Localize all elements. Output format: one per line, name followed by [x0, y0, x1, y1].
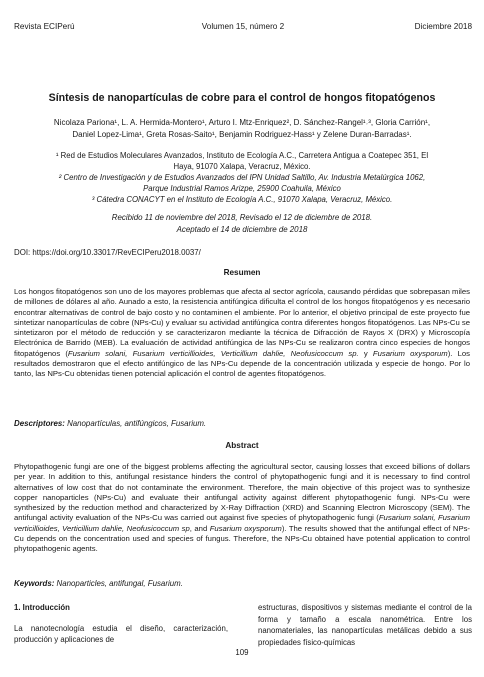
keywords-value: Nanoparticles, antifungal, Fusarium. — [54, 579, 183, 588]
intro-left-text: La nanotecnología estudia el diseño, caracterización, producción y aplicaciones de — [14, 623, 228, 644]
abstract-heading: Abstract — [225, 441, 259, 450]
author-list — [16, 117, 468, 141]
journal-volume: Volumen 15, número 2 — [201, 22, 285, 31]
abstract-body — [14, 462, 470, 555]
author-line: Daniel Lopez-Lima¹, Greta Rosas-Saito¹, Benjamin Rodriguez-Hass¹ y Zelene Duran-Barradas¹. — [72, 130, 412, 139]
abstract-species-last: Fusarium oxysporum — [209, 523, 282, 533]
paper-title: Síntesis de nanopartículas de cobre para el control de hongos fitopatógenos — [48, 92, 436, 104]
accepted-date: Aceptado el 14 de diciembre de 2018 — [176, 224, 308, 234]
keywords — [14, 579, 470, 588]
resumen-species-last: Fusarium oxysporum — [372, 348, 448, 358]
abstract-text-end: ). The results showed that the antifungal effect of NPs-Cu depends on the concentration used and species of fungus. Therefore, the NPs-Cu obtained have potential application to control phytopathogenic agents. — [14, 523, 470, 554]
resumen-text: Los hongos fitopatógenos son uno de los mayores problemas que afecta al sector agrícola, causando pérdidas que sobrepasan miles de millones de dólares al año. Aunado a esto, la resistencia antifúngica dificulta el control de los hongos fitopatógenos y es necesario encontrar alternativas de control de bajo costo y no contaminen el ambiente. Por lo anterior, el objetivo principal de este proyecto fue sintetizar nanopartículas de cobre (NPs-Cu) y evaluar su actividad antifúngica contra diferentes hongos fitopatógenos. Las NPs-Cu se sintetizaron por el método de reducción y se caracterizaron mediante la técnica de Difracción de Rayos X (DRX) y Microscopía Electrónica de Barrido (MEB). La evaluación de actividad antifúngica de las NPs-Cu se realizaron contra cinco especies de hongos fitopatógenos ( — [14, 287, 470, 358]
affiliation-2-cont: Parque Industrial Ramos Arizpe, 25900 Coahuila, México — [143, 184, 341, 193]
abstract-species: Fusarium solani, Fusarium verticillioides, Verticillium dahlie, Neofusicoccum sp — [14, 513, 470, 533]
resumen-text-end: ). Los resultados demostraron que el efecto antifúngico de las NPs-Cu depende de la concentración utilizada y especie de hongo. Por lo tanto, las NPs-Cu obtenidas tienen potencial aplicación el control de agentes fitopatógenos. — [14, 348, 471, 379]
affiliations — [18, 150, 466, 205]
intro-left-column — [14, 602, 228, 646]
page-number: 109 — [235, 648, 249, 657]
intro-right-column — [258, 602, 472, 648]
introduction-heading: 1. Introducción — [14, 603, 70, 612]
journal-name: Revista ECIPerú — [14, 22, 75, 31]
author-line: Nicolaza Pariona¹, L. A. Hermida-Montero¹, Arturo I. Mtz-Enriquez², D. Sánchez-Rangel¹˒³, Gloria Carrión¹, — [53, 118, 431, 127]
descriptores — [14, 419, 470, 428]
affiliation-3: ³ Cátedra CONACYT en el Instituto de Ecología A.C., 91070 Xalapa, Veracruz, México. — [91, 195, 393, 204]
affiliation-1-cont: Haya, 91070 Xalapa, Veracruz, México. — [173, 162, 311, 171]
issue-date: Diciembre 2018 — [414, 22, 472, 31]
abstract-text: Phytopathogenic fungi are one of the biggest problems affecting the agricultural sector, causing losses that exceed billions of dollars per year. In addition to this, antifungal resistance hinders the control of phytopathogenic fungi and it is necessary to find control alternatives of low cost that do not contaminate the environment. Therefore, the main objective of this project was to synthesize copper nanoparticles (NPs-Cu) and evaluate their antifungal activity against different phytopathogenic fungi. NPs-Cu were synthesized by the reduction method and characterized by X-Ray Diffraction (XRD) and Scanning Electron Microscopy (SEM). The antifungal activity evaluation of the NPs-Cu was carried out against five species of phytopathogenic fungi ( — [14, 462, 470, 523]
resumen-conjunction: y — [358, 348, 373, 358]
affiliation-1: ¹ Red de Estudios Moleculares Avanzados, Instituto de Ecología A.C., Carretera Antigua a Coatepec 351, El — [55, 151, 429, 160]
abstract-conjunction: , and — [189, 523, 210, 533]
affiliation-2: ² Centro de Investigación y de Estudios Avanzados del IPN Unidad Saltillo, Av. Industria Metalúrgica 1062, — [58, 173, 426, 182]
submission-dates — [16, 212, 468, 235]
resumen-species: Fusarium solani, Fusarium verticillioides, Verticillium dahlie, Neofusicoccum sp. — [67, 348, 359, 358]
descriptores-label: Descriptores: — [14, 419, 65, 428]
descriptores-value: Nanopartículas, antifúngicos, Fusarium. — [64, 419, 207, 428]
resumen-heading: Resumen — [223, 268, 261, 277]
received-revised-date: Recibido 11 de noviembre del 2018, Revisado el 12 de diciembre de 2018. — [111, 213, 373, 222]
intro-right-text: estructuras, dispositivos y sistemas mediante el control de la forma y tamaño a escala nanométrica. Entre los nanomateriales, las nanopartículas metálicas debido a sus propiedades físico-químicas — [258, 603, 472, 647]
resumen-body — [14, 287, 470, 380]
doi-link[interactable]: DOI: https://doi.org/10.33017/RevECIPeru2018.0037/ — [14, 248, 201, 257]
running-header — [14, 22, 472, 34]
keywords-label: Keywords: — [14, 579, 55, 588]
